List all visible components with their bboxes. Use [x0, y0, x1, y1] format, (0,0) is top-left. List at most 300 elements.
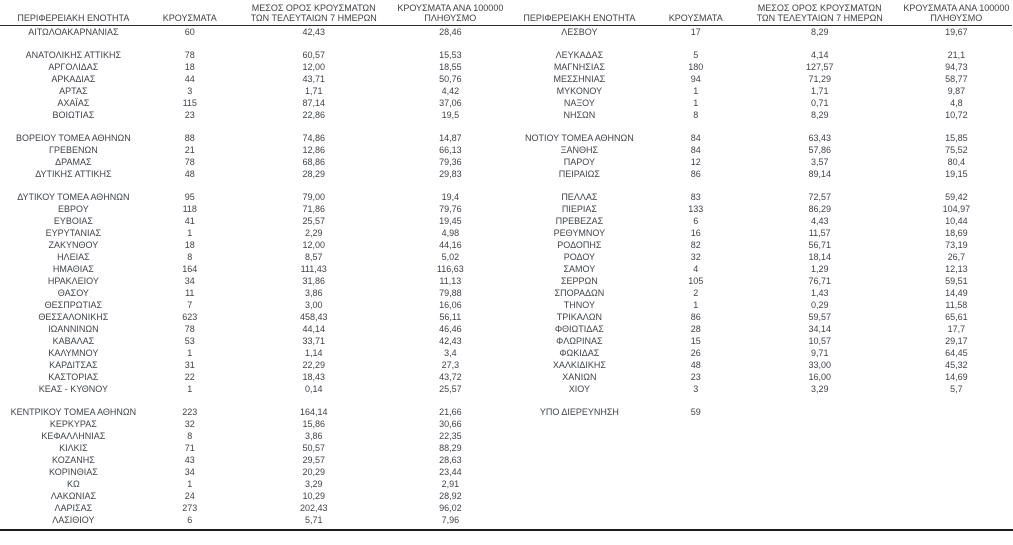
region-cell: ΝΗΣΩΝ [563, 110, 596, 120]
per100k-cell: 28,63 [439, 455, 462, 465]
per100k-cell: 23,44 [439, 467, 462, 477]
avg7-cell: 10,29 [302, 491, 325, 501]
per100k-cell: 4,98 [441, 228, 460, 238]
avg7-cell: 458,43 [299, 312, 328, 322]
region-cell: ΘΕΣΣΑΛΟΝΙΚΗΣ [38, 312, 109, 322]
avg7-cell: 5,71 [304, 515, 323, 525]
per100k-cell: 50,76 [439, 74, 462, 84]
table-row [0, 383, 506, 395]
cases-cell: 83 [690, 192, 701, 202]
region-cell: ΣΠΟΡΑΔΩΝ [554, 288, 605, 298]
avg7-cell: 15,86 [302, 419, 325, 429]
avg7-cell: 18,43 [302, 372, 325, 382]
table-row [0, 239, 506, 251]
table-row [0, 335, 506, 347]
region-cell: ΚΑΡΔΙΤΣΑΣ [49, 360, 98, 370]
table-row [506, 299, 1012, 311]
cases-cell: 3 [187, 86, 193, 96]
region-cell: ΔΡΑΜΑΣ [55, 157, 92, 167]
per100k-cell: 26,7 [947, 252, 966, 262]
per100k-cell: 18,69 [945, 228, 968, 238]
cases-cell: 78 [184, 324, 195, 334]
per100k-cell: 21,66 [439, 407, 462, 417]
region-cell: ΞΑΝΘΗΣ [560, 145, 599, 155]
avg7-cell: 72,57 [808, 192, 831, 202]
per100k-cell: 22,35 [439, 431, 462, 441]
region-cell: ΧΙΟΥ [568, 384, 590, 394]
per100k-cell: 44,16 [439, 240, 462, 250]
region-cell: ΠΑΡΟΥ [563, 157, 595, 167]
per100k-cell: 19,15 [945, 169, 968, 179]
cases-cell: 1 [187, 384, 193, 394]
column-header-cases: ΚΡΟΥΣΜΑΤΑ [147, 0, 233, 26]
region-cell: ΘΑΣΟΥ [57, 288, 89, 298]
avg7-cell: 3,86 [304, 288, 323, 298]
per100k-cell: 19,5 [441, 110, 460, 120]
cases-cell: 28 [690, 324, 701, 334]
per100k-cell: 11,13 [439, 276, 462, 286]
per100k-cell: 59,42 [945, 192, 968, 202]
cases-cell: 84 [690, 145, 701, 155]
avg7-cell: 22,29 [302, 360, 325, 370]
avg7-cell: 1,71 [810, 86, 829, 96]
table-row [506, 215, 1012, 227]
region-cell: ΚΑΛΥΜΝΟΥ [48, 348, 99, 358]
per100k-cell: 4,42 [441, 86, 460, 96]
avg7-cell: 164,14 [299, 407, 328, 417]
cases-cell: 34 [184, 467, 195, 477]
region-cell: ΕΥΡΥΤΑΝΙΑΣ [45, 228, 102, 238]
per100k-cell: 12,13 [945, 264, 968, 274]
region-cell: ΕΒΡΟΥ [58, 204, 89, 214]
per100k-cell: 10,44 [945, 216, 968, 226]
table-row [0, 275, 506, 287]
table-row [0, 191, 506, 203]
region-cell: ΠΕΙΡΑΙΩΣ [558, 169, 600, 179]
per100k-cell: 75,52 [945, 145, 968, 155]
region-cell: ΧΑΛΚΙΔΙΚΗΣ [552, 360, 606, 370]
region-cell: ΥΠΟ ΔΙΕΡΕΥΝΗΣΗ [539, 407, 619, 417]
cases-cell: 1 [187, 228, 193, 238]
avg7-cell: 0,71 [810, 98, 829, 108]
per100k-cell: 7,96 [441, 515, 460, 525]
table-row [0, 287, 506, 299]
avg7-cell: 89,14 [808, 169, 831, 179]
table-row [506, 323, 1012, 335]
cases-cell: 118 [182, 204, 197, 214]
region-cell: ΔΥΤΙΚΗΣ ΑΤΤΙΚΗΣ [35, 169, 112, 179]
region-cell: ΡΟΔΟΥ [563, 252, 596, 262]
region-cell: ΓΡΕΒΕΝΩΝ [49, 145, 98, 155]
cases-cell: 3 [693, 384, 699, 394]
table-row [0, 418, 506, 430]
per100k-cell: 64,45 [945, 348, 968, 358]
avg7-cell: 50,57 [302, 443, 325, 453]
table-row [506, 406, 1012, 418]
table-row [0, 263, 506, 275]
avg7-cell: 71,86 [302, 204, 325, 214]
group-gap [506, 180, 1012, 191]
cases-cell: 18 [184, 62, 195, 72]
table-row [506, 61, 1012, 73]
region-cell: ΤΗΝΟΥ [563, 300, 595, 310]
cases-cell: 8 [187, 431, 193, 441]
region-cell: ΚΟΡΙΝΘΙΑΣ [48, 467, 98, 477]
per100k-cell: 104,97 [942, 204, 971, 214]
table-row [506, 383, 1012, 395]
region-cell: ΑΡΓΟΛΙΔΑΣ [48, 62, 99, 72]
table-row [0, 430, 506, 442]
region-cell: ΦΛΩΡΙΝΑΣ [556, 336, 603, 346]
cases-cell: 59 [690, 407, 701, 417]
group-gap [0, 121, 506, 132]
region-cell: ΠΡΕΒΕΖΑΣ [555, 216, 604, 226]
avg7-cell: 76,71 [808, 276, 831, 286]
region-cell: ΔΥΤΙΚΟΥ ΤΟΜΕΑ ΑΘΗΝΩΝ [17, 192, 130, 202]
per100k-cell: 16,06 [439, 300, 462, 310]
avg7-cell: 63,43 [808, 133, 831, 143]
cases-cell: 26 [690, 348, 701, 358]
avg7-cell [739, 406, 901, 418]
cases-cell: 60 [184, 27, 195, 37]
per100k-cell: 3,4 [444, 348, 457, 358]
group-gap [506, 121, 1012, 132]
per100k-cell: 37,06 [439, 98, 462, 108]
avg7-cell: 87,14 [302, 98, 325, 108]
region-cell: ΛΕΣΒΟΥ [561, 27, 598, 37]
region-cell: ΡΟΔΟΠΗΣ [557, 240, 602, 250]
region-cell: ΗΡΑΚΛΕΙΟΥ [47, 276, 99, 286]
table-row [506, 85, 1012, 97]
table-row [0, 73, 506, 85]
per100k-cell: 80,4 [947, 157, 966, 167]
table-row [506, 311, 1012, 323]
cases-cell: 48 [690, 360, 701, 370]
avg7-cell: 29,57 [302, 455, 325, 465]
cases-cell: 84 [690, 133, 701, 143]
per100k-cell: 58,77 [945, 74, 968, 84]
per100k-cell: 21,1 [947, 50, 966, 60]
region-cell: ΗΜΑΘΙΑΣ [52, 264, 94, 274]
table-header [506, 0, 1012, 26]
table-row [506, 251, 1012, 263]
region-cell: ΒΟΡΕΙΟΥ ΤΟΜΕΑ ΑΘΗΝΩΝ [15, 133, 131, 143]
table-row [506, 191, 1012, 203]
per100k-cell: 28,46 [439, 27, 462, 37]
column-header-region: ΠΕΡΙΦΕΡΕΙΑΚΗ ΕΝΟΤΗΤΑ [506, 0, 653, 26]
avg7-cell: 2,29 [304, 228, 323, 238]
region-cell: ΚΕΡΚΥΡΑΣ [49, 419, 97, 429]
cases-cell: 43 [184, 455, 195, 465]
region-cell: ΚΙΛΚΙΣ [59, 443, 88, 453]
region-cell: ΜΑΓΝΗΣΙΑΣ [553, 62, 605, 72]
avg7-cell: 74,86 [302, 133, 325, 143]
avg7-cell: 4,43 [810, 216, 829, 226]
group-gap [0, 180, 506, 191]
table-row [506, 287, 1012, 299]
avg7-cell: 1,29 [810, 264, 829, 274]
per100k-cell: 14,49 [945, 288, 968, 298]
region-cell: ΚΑΣΤΟΡΙΑΣ [48, 372, 99, 382]
region-cell: ΤΡΙΚΑΛΩΝ [556, 312, 602, 322]
region-cell: ΛΕΥΚΑΔΑΣ [555, 50, 604, 60]
cases-cell: 5 [693, 50, 699, 60]
per100k-cell: 96,02 [439, 503, 462, 513]
table-row [0, 359, 506, 371]
table-row [506, 263, 1012, 275]
table-row [0, 203, 506, 215]
avg7-cell: 71,29 [808, 74, 831, 84]
table-row [0, 144, 506, 156]
region-cell: ΕΥΒΟΙΑΣ [53, 216, 93, 226]
table-row [0, 466, 506, 478]
table-body-left [0, 26, 506, 527]
per100k-cell: 14,69 [945, 372, 968, 382]
group-gap [506, 395, 1012, 406]
region-cell: ΑΧΑΪΑΣ [57, 98, 90, 108]
per100k-cell: 88,29 [439, 443, 462, 453]
per100k-cell: 29,83 [439, 169, 462, 179]
cases-cell: 623 [182, 312, 198, 322]
avg7-cell: 12,86 [302, 145, 325, 155]
avg7-cell: 0,14 [304, 384, 323, 394]
avg7-cell: 79,00 [302, 192, 325, 202]
avg7-cell: 8,29 [810, 27, 829, 37]
table-row [0, 478, 506, 490]
table-row [0, 299, 506, 311]
per100k-cell: 14,87 [439, 133, 462, 143]
table-row [0, 227, 506, 239]
per100k-cell: 5,02 [441, 252, 460, 262]
avg7-cell: 59,57 [808, 312, 831, 322]
region-cell: ΛΑΡΙΣΑΣ [54, 503, 93, 513]
table-row [506, 359, 1012, 371]
avg7-cell: 3,86 [304, 431, 323, 441]
per100k-cell: 30,66 [439, 419, 462, 429]
region-cell: ΚΕΦΑΛΛΗΝΙΑΣ [41, 431, 106, 441]
table-row [506, 156, 1012, 168]
region-cell: ΖΑΚΥΝΘΟΥ [48, 240, 99, 250]
per100k-cell: 28,92 [439, 491, 462, 501]
table-row [506, 227, 1012, 239]
region-cell: ΠΙΕΡΙΑΣ [561, 204, 597, 214]
table-row [0, 215, 506, 227]
cases-cell: 8 [693, 110, 699, 120]
cases-cell: 44 [184, 74, 195, 84]
avg7-cell: 44,14 [302, 324, 325, 334]
region-cell: ΝΑΞΟΥ [563, 98, 595, 108]
region-cell: ΚΩ [67, 479, 80, 489]
avg7-cell: 31,86 [302, 276, 325, 286]
avg7-cell: 8,57 [304, 252, 323, 262]
per100k-cell: 94,73 [945, 62, 968, 72]
table-row [0, 109, 506, 121]
per100k-cell: 11,58 [945, 300, 968, 310]
table-row [0, 406, 506, 418]
table-row [0, 490, 506, 502]
region-cell: ΠΕΛΛΑΣ [561, 192, 598, 202]
cases-cell: 133 [688, 204, 704, 214]
cases-cell: 273 [182, 503, 198, 513]
avg7-cell: 3,57 [810, 157, 829, 167]
avg7-cell: 3,29 [304, 479, 323, 489]
per100k-cell: 79,36 [439, 157, 462, 167]
per100k-cell: 15,53 [439, 50, 462, 60]
cases-cell: 94 [690, 74, 701, 84]
cases-cell: 1 [187, 348, 193, 358]
cases-cell: 48 [184, 169, 195, 179]
table-row [506, 168, 1012, 180]
avg7-cell: 0,29 [810, 300, 829, 310]
avg7-cell: 12,00 [302, 62, 325, 72]
table-row [0, 85, 506, 97]
avg7-cell: 33,71 [302, 336, 325, 346]
per100k-cell: 116,63 [436, 264, 464, 274]
table-row [0, 454, 506, 466]
per100k-cell: 9,87 [947, 86, 966, 96]
avg7-cell: 16,00 [808, 372, 831, 382]
avg7-cell: 68,86 [302, 157, 325, 167]
table-row [0, 323, 506, 335]
cases-cell: 1 [693, 300, 699, 310]
cases-cell: 180 [688, 62, 704, 72]
per100k-cell: 42,43 [439, 336, 462, 346]
region-cell: ΚΑΒΑΛΑΣ [52, 336, 95, 346]
region-cell: ΣΑΜΟΥ [563, 264, 596, 274]
avg7-cell: 33,00 [808, 360, 831, 370]
cases-cell: 1 [693, 98, 699, 108]
cases-cell: 86 [690, 312, 701, 322]
per100k-cell: 5,7 [950, 384, 963, 394]
table-row [0, 514, 506, 526]
region-cell: ΦΩΚΙΔΑΣ [559, 348, 600, 358]
cases-cell: 34 [184, 276, 195, 286]
avg7-cell: 8,29 [810, 110, 829, 120]
avg7-cell: 202,43 [299, 503, 328, 513]
cases-cell: 115 [182, 98, 197, 108]
table-row [0, 97, 506, 109]
avg7-cell: 60,57 [302, 50, 325, 60]
avg7-cell: 56,71 [808, 240, 831, 250]
table-row [506, 335, 1012, 347]
per100k-cell: 27,3 [441, 360, 460, 370]
cases-table-right [506, 0, 1012, 418]
cases-table-left [0, 0, 506, 526]
cases-cell: 71 [184, 443, 195, 453]
cases-cell: 17 [690, 27, 701, 37]
cases-cell: 23 [184, 110, 195, 120]
region-cell: ΚΕΝΤΡΙΚΟΥ ΤΟΜΕΑ ΑΘΗΝΩΝ [10, 407, 137, 417]
table-row [506, 109, 1012, 121]
group-gap [0, 38, 506, 49]
avg7-cell: 42,43 [302, 27, 325, 37]
table-row [0, 156, 506, 168]
table-row [0, 442, 506, 454]
cases-cell: 32 [690, 252, 701, 262]
region-cell: ΚΟΖΑΝΗΣ [51, 455, 95, 465]
per100k-cell: 29,17 [945, 336, 968, 346]
cases-cell: 82 [690, 240, 701, 250]
cases-cell: 6 [693, 216, 699, 226]
avg7-cell: 4,14 [810, 50, 829, 60]
per100k-cell: 45,32 [945, 360, 968, 370]
cases-cell: 41 [184, 216, 195, 226]
table-row [0, 502, 506, 514]
table-body-right [506, 26, 1012, 419]
per100k-cell: 79,88 [439, 288, 462, 298]
cases-cell: 8 [187, 252, 193, 262]
column-header-avg7: ΜΕΣΟΣ ΟΡΟΣ ΚΡΟΥΣΜΑΤΩΝ ΤΩΝ ΤΕΛΕΥΤΑΙΩΝ 7 ΗΜΕΡΩΝ [233, 0, 395, 26]
avg7-cell: 25,57 [302, 216, 325, 226]
cases-cell: 78 [184, 157, 195, 167]
region-cell: ΑΡΤΑΣ [59, 86, 88, 96]
region-cell: ΝΟΤΙΟΥ ΤΟΜΕΑ ΑΘΗΝΩΝ [524, 133, 634, 143]
avg7-cell: 9,71 [810, 348, 829, 358]
cases-cell: 88 [184, 133, 195, 143]
table-row [0, 168, 506, 180]
table-row [0, 347, 506, 359]
per100k-cell: 25,57 [439, 384, 462, 394]
cases-cell: 86 [690, 169, 701, 179]
avg7-cell: 111,43 [300, 264, 327, 274]
cases-cell: 22 [184, 372, 195, 382]
cases-cell: 4 [693, 264, 699, 274]
column-header-avg7: ΜΕΣΟΣ ΟΡΟΣ ΚΡΟΥΣΜΑΤΩΝ ΤΩΝ ΤΕΛΕΥΤΑΙΩΝ 7 ΗΜΕΡΩΝ [739, 0, 901, 26]
table-row [506, 97, 1012, 109]
table-row [506, 144, 1012, 156]
table-row [0, 49, 506, 61]
table-row [0, 132, 506, 144]
group-gap [0, 395, 506, 406]
avg7-cell: 12,00 [302, 240, 325, 250]
column-header-cases: ΚΡΟΥΣΜΑΤΑ [653, 0, 739, 26]
per100k-cell: 19,45 [439, 216, 462, 226]
avg7-cell: 10,57 [808, 336, 831, 346]
table-row [506, 239, 1012, 251]
per100k-cell: 2,91 [441, 479, 460, 489]
per100k-cell: 19,67 [945, 27, 968, 37]
avg7-cell: 86,29 [808, 204, 831, 214]
per100k-cell: 43,72 [439, 372, 462, 382]
per100k-cell: 73,19 [945, 240, 968, 250]
cases-cell: 53 [184, 336, 195, 346]
per100k-cell: 65,61 [945, 312, 968, 322]
cases-cell: 23 [690, 372, 701, 382]
cases-cell: 2 [693, 288, 699, 298]
cases-cell: 12 [690, 157, 701, 167]
region-cell: ΛΑΚΩΝΙΑΣ [50, 491, 97, 501]
table-row [0, 371, 506, 383]
avg7-cell: 28,29 [302, 169, 325, 179]
region-cell: ΧΑΝΙΩΝ [562, 372, 597, 382]
per100k-cell: 59,51 [945, 276, 968, 286]
per100k-cell: 66,13 [439, 145, 462, 155]
table-row [506, 73, 1012, 85]
cases-cell: 1 [187, 479, 193, 489]
cases-cell: 32 [184, 419, 195, 429]
table-row [506, 371, 1012, 383]
cases-cell: 223 [182, 407, 198, 417]
cases-cell: 7 [187, 300, 193, 310]
cases-cell: 6 [187, 515, 193, 525]
column-header-per100k: ΚΡΟΥΣΜΑΤΑ ΑΝΑ 100000 ΠΛΗΘΥΣΜΟ [395, 0, 506, 26]
column-header-region: ΠΕΡΙΦΕΡΕΙΑΚΗ ΕΝΟΤΗΤΑ [0, 0, 147, 26]
region-cell: ΚΕΑΣ - ΚΥΘΝΟΥ [38, 384, 109, 394]
per100k-cell: 18,55 [439, 62, 462, 72]
per100k-cell: 17,7 [947, 324, 966, 334]
region-cell: ΜΕΣΣΗΝΙΑΣ [553, 74, 606, 84]
cases-cell: 31 [184, 360, 195, 370]
